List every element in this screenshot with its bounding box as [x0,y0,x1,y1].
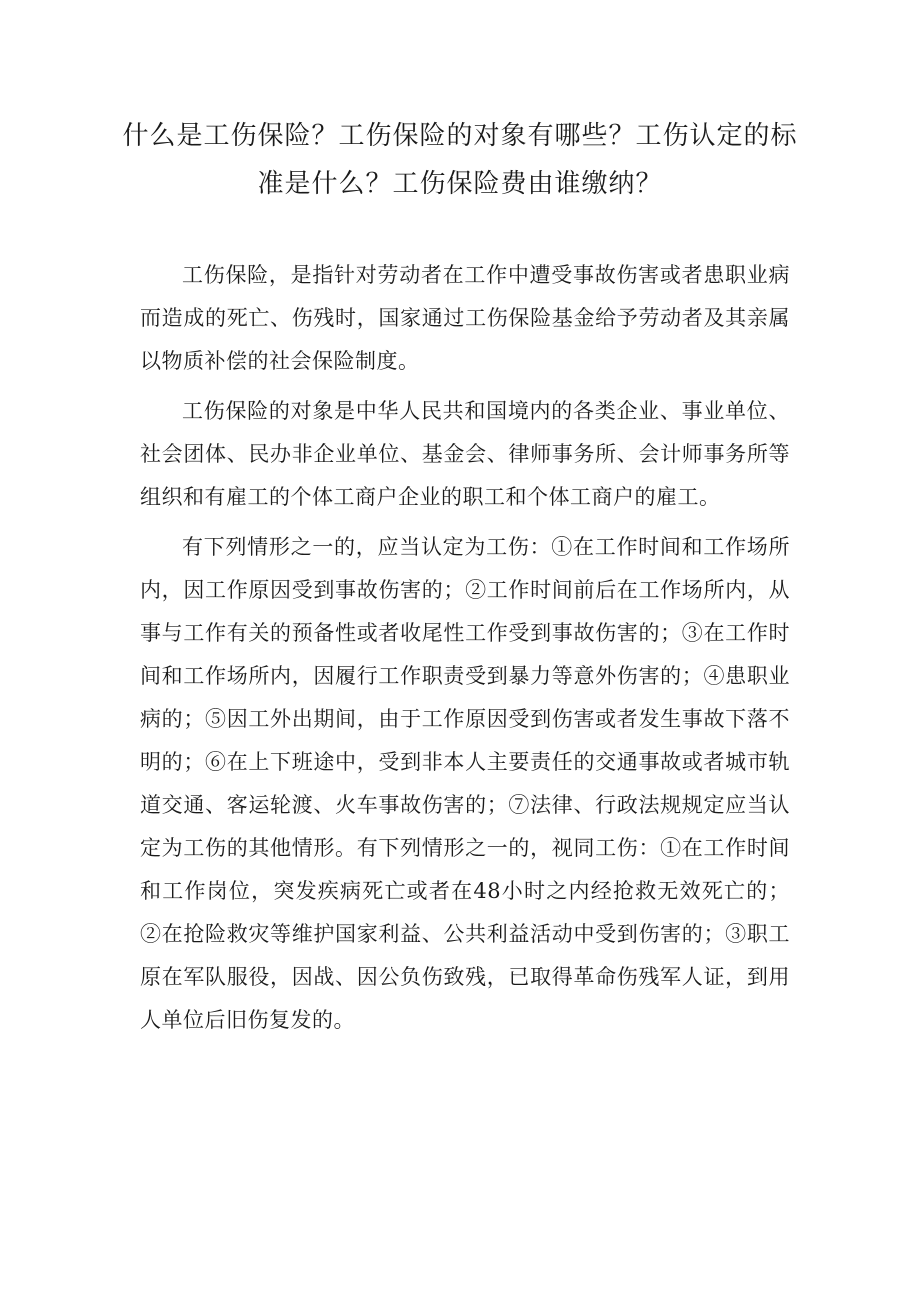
paragraph-criteria: 有下列情形之一的，应当认定为工伤：①在工作时间和工作场所内，因工作原因受到事故伤害的；②工作时间前后在工作场所内，从事与工作有关的预备性或者收尾性工作受到事故伤害的；③在工作时间和工作场所内，因履行工作职责受到暴力等意外伤害的；④患职业病的；⑤因工外出期间，由于工作原因受到伤害或者发生事故下落不明的；⑥在上下班途中，受到非本人主要责任的交通事故或者城市轨道交通、客运轮渡、火车事故伤害的；⑦法律、行政法规规定应当认定为工伤的其他情形。有下列情形之一的，视同工伤：①在工作时间和工作岗位，突发疾病死亡或者在48小时之内经抢救无效死亡的；②在抢险救灾等维护国家利益、公共利益活动中受到伤害的；③职工原在军队服役，因战、因公负伤致残，已取得革命伤残军人证，到用人单位后旧伤复发的。 [140,535,790,1032]
document-body [140,254,790,1049]
paragraph-coverage: 工伤保险的对象是中华人民共和国境内的各类企业、事业单位、社会团体、民办非企业单位、基金会、律师事务所、会计师事务所等组织和有雇工的个体工商户企业的职工和个体工商户的雇工。 [140,399,790,509]
paragraph-definition: 工伤保险，是指针对劳动者在工作中遭受事故伤害或者患职业病而造成的死亡、伤残时，国家通过工伤保险基金给予劳动者及其亲属以物质补偿的社会保险制度。 [140,263,790,373]
document-title: 什么是工伤保险？工伤保险的对象有哪些？工伤认定的标准是什么？工伤保险费由谁缴纳？ [122,121,798,199]
